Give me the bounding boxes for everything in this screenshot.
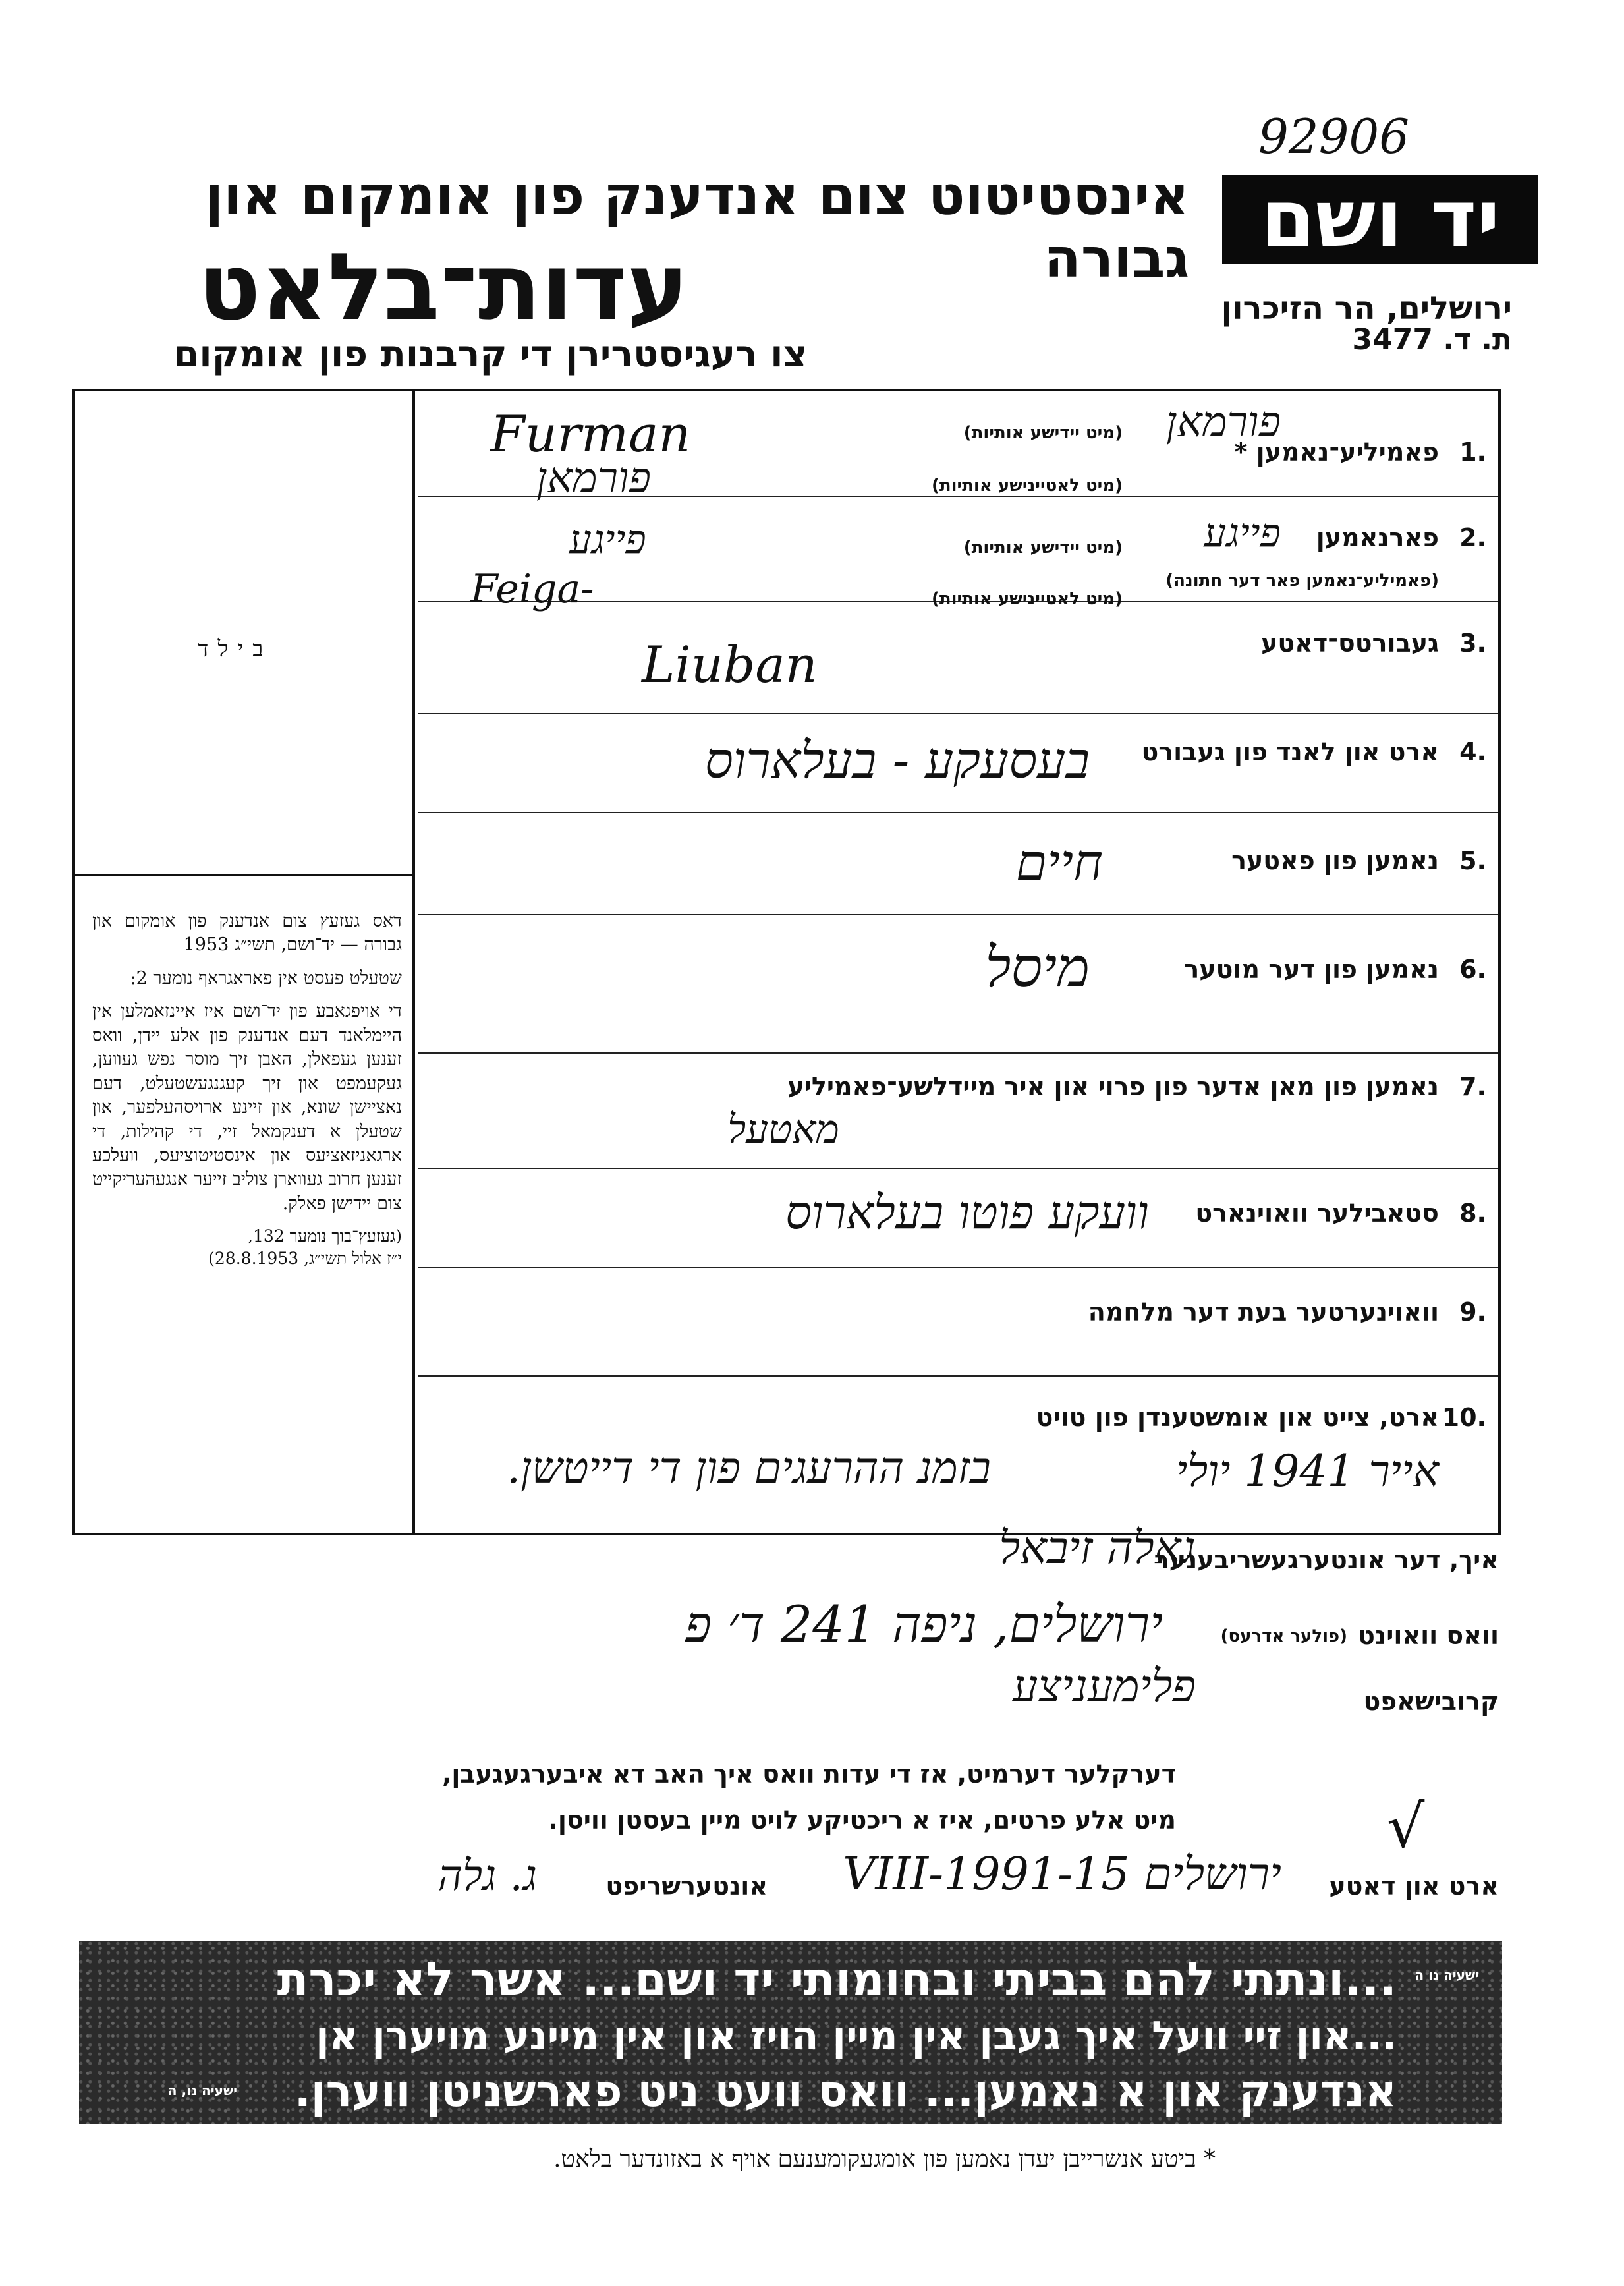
quote-banner [79,1941,1502,2124]
field-number: 1. [1459,438,1486,467]
field-row-wartime-residence [418,1268,1498,1377]
field-label: סטאבילער וואוינארט [1195,1199,1439,1228]
field-value-a[interactable]: פייגע [1204,510,1281,556]
field-label: נאמען פון פאטער [1231,846,1439,875]
law-notice-para2: שטעלט פעסט אין פאראגראף נומער 2: [130,967,402,988]
field-value[interactable]: חיים [1015,833,1103,892]
field-value-date[interactable]: אייר 1941 יולי [1176,1446,1439,1497]
field-label: נאמען פון דער מוטער [1184,955,1439,984]
field-label: ארט און לאנד פון געבורט [1141,737,1439,766]
place-date-label: ארט און דאטע [1329,1872,1499,1900]
field-value[interactable]: Liuban [642,635,818,694]
field-row-birth-date [418,602,1498,714]
field-number: 9. [1459,1298,1486,1327]
declaration-line2: מיט אלע פרטים, איז א ריכטיקע לויט מיין בעסטן וויסן. [548,1806,1176,1835]
signature-value[interactable]: ג. גלה [437,1852,537,1900]
signature-label: אונטערשריפט [605,1872,768,1900]
address-line2: ת. ד. 3477 [1352,323,1512,357]
field-value-place[interactable]: בזמנ ההרעגים פון די דייטשן. [507,1443,991,1493]
field-value[interactable]: וועקע פוטו בעלארוס [785,1186,1149,1240]
field-number: 4. [1459,737,1486,766]
field-row-mother-name [418,915,1498,1054]
field-value[interactable]: מיסל [985,935,1090,1000]
declarant-relation-label: קרובישאפט [1363,1687,1499,1716]
sheet-title: עדות־בלאט [198,234,688,341]
field-value-b[interactable]: פייגע [569,517,646,563]
field-label: פאמיליע־נאמען * [1234,438,1439,467]
field-note-latin: (מיט לאטיינישע אותיות) [931,589,1123,609]
law-notice-footer [92,1225,402,1270]
banner-line3: אנדענק און א נאמען... וואס וועט ניט פארשניטן ווערן. [294,2066,1397,2117]
field-number: 5. [1459,846,1486,875]
field-row-father-name [418,813,1498,915]
field-row-residence [418,1169,1498,1268]
field-number: 3. [1459,629,1486,658]
field-label: געבורטס־דאטע [1261,629,1439,658]
field-label: נאמען פון מאן אדער פון פרוי און איר מיידלשע־פאמיליע [787,1072,1439,1101]
footnote: * ביטע אנשרייבן יעדן נאמען פון אומגעקומענעם אויף א באזונדער בלאט. [553,2146,1216,2173]
yad-vashem-logo: יד ושם [1222,175,1538,264]
field-value-latin[interactable]: Furman [490,405,691,463]
declarant-address-label: וואס וואוינט [1358,1621,1499,1650]
field-maiden-note: (פאמיליע־נאמען פאר דער חתונה) [1165,571,1439,590]
law-notice [92,909,402,1270]
field-label: וואוינערטער בעת דער מלחמה [1088,1298,1439,1327]
institute-title: אינסטיטוט צום אנדענק פון אומקום און גבורה [205,165,1189,290]
field-note-latin: (מיט לאטיינישע אותיות) [931,476,1123,496]
declaration-line1: דערקלער דערמיט, אז די עדות וואס איך האב דא איבערגעגעבן, [441,1759,1176,1788]
banner-line1-source: ישעיה נו ה [1414,1967,1479,1983]
field-number: 6. [1459,955,1486,984]
law-notice-para3: די אויפגאבע פון יד־ושם איז איינזאמלען אין היימלאנד דעם אנדענק פון אלע יידן, וואס זענען געפאלן, האבן זיך מוסר נפש געווען, געקעמפט און זיך קעגנגעשטעלט, דעם נאציישן שונא, און זיינע ארויסהעלפער, און שטעלן א דענקמאל זיי, די קהילות, די ארגאניזאציעס און אינסטיטוציעס, וועלכע זענען חרוב געווארן צוליב זייער אנגעהעריקייט צום יידישן פאלק. [92,1001,402,1214]
declarant-relation-value[interactable]: פלימעניצע [1012,1661,1196,1713]
field-number: 10. [1442,1403,1486,1432]
declarant-address-value[interactable]: ירושלים, ניפה 241 ד׳ פ [685,1595,1163,1653]
law-footer-line1: (געזעץ־בוך נומער 132, [248,1226,402,1246]
field-value-yiddish-b[interactable]: פורמאן [536,454,651,503]
photo-label: בילד [198,636,273,662]
declarant-name-label: איך, דער אונטערגעשריבענער [1154,1545,1499,1574]
photo-box [72,389,415,876]
check-mark: √ [1387,1792,1425,1862]
field-row-family-name [418,391,1498,503]
field-value-latin[interactable]: Feiga- [470,566,594,612]
field-label: ארט, צייט און אומשטענדן פון טויט [1036,1403,1439,1432]
sheet-subtitle: צו רעגיסטרירן די קרבנות פון אומקום [173,333,807,376]
field-row-birthplace [418,714,1498,813]
field-row-first-name [418,497,1498,612]
banner-line2: ...און זיי וועל איך געבן אין מיין הויז און אין מיינע מויערן אן [316,2013,1397,2059]
field-value-yiddish-a[interactable]: פורמאן [1166,398,1281,447]
declarant-address-note: (פולער אדרעס) [1220,1626,1347,1646]
field-value[interactable]: בעסעקע - בעלארוס [704,731,1090,789]
field-label: פארנאמען [1316,523,1439,552]
field-number: 8. [1459,1199,1486,1228]
field-row-spouse-name [418,1054,1498,1169]
address-line1: ירושלים, הר הזיכרון [1221,290,1512,327]
archive-number: 92906 [1258,109,1410,164]
law-footer-line2: י״ז אלול תשי״ג, 28.8.1953) [208,1249,402,1268]
field-number: 2. [1459,523,1486,552]
field-note-yiddish: (מיט יידישע אותיות) [963,538,1123,557]
field-value[interactable]: מאטעל [727,1106,839,1153]
banner-line1: ...ונתתי להם בביתי ובחומותי יד ושם... אשר לא יכרת [277,1953,1397,2007]
banner-line3-source: ישעיה נו, ה [167,2082,237,2098]
field-note-yiddish: (מיט יידישע אותיות) [963,423,1123,443]
field-row-death-circumstances [418,1377,1498,1533]
place-date-value[interactable]: ירושלים 15-VIII-1991 [843,1848,1281,1900]
field-number: 7. [1459,1072,1486,1101]
law-notice-para1: דאס געזעץ צום אנדענק פון אומקום און גבורה — יד־ושם, תשי״ג 1953 [92,911,402,956]
declarant-name-value[interactable]: גאלה זיבאל [999,1522,1196,1574]
